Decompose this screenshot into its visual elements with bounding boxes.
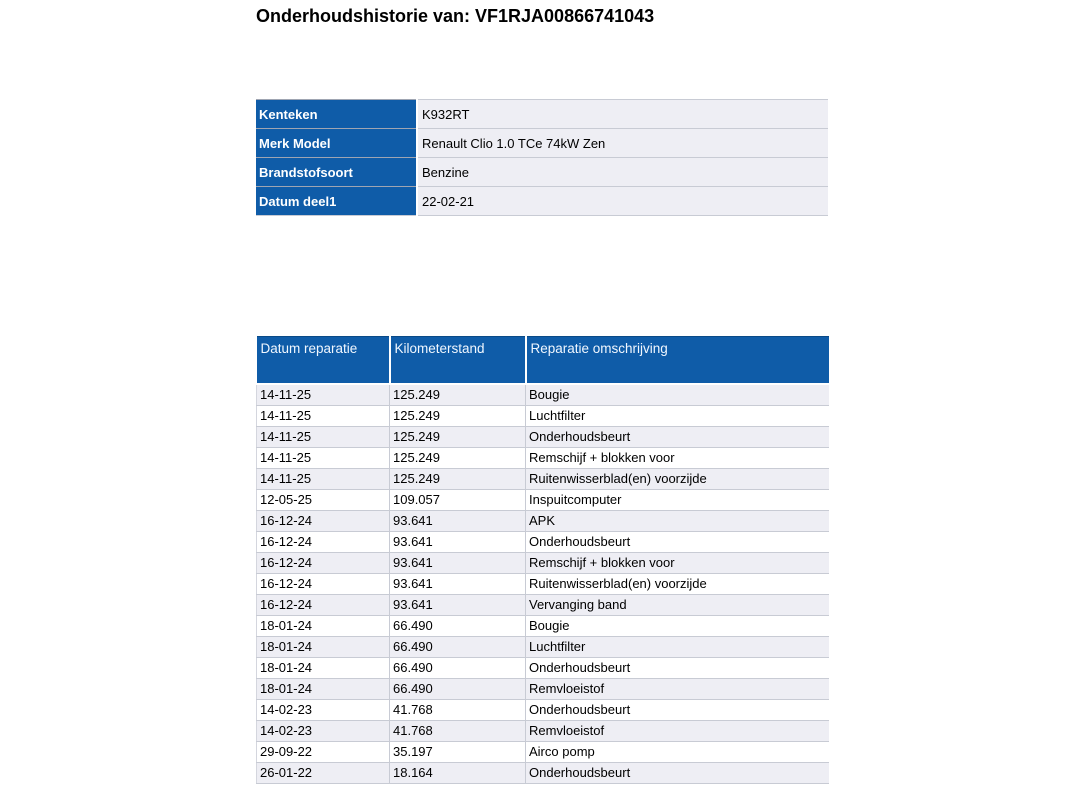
repair-date-cell: 14-11-25 (257, 384, 390, 406)
repair-date-cell: 18-01-24 (257, 636, 390, 657)
odometer-cell: 18.164 (390, 762, 526, 783)
repair-description-cell: Onderhoudsbeurt (526, 531, 829, 552)
odometer-cell: 125.249 (390, 405, 526, 426)
table-row (257, 594, 829, 615)
odometer-cell: 41.768 (390, 699, 526, 720)
vehicle-info-label: Brandstofsoort (256, 158, 417, 187)
table-row (257, 552, 829, 573)
repair-description-cell: Luchtfilter (526, 405, 829, 426)
repair-description-cell: Onderhoudsbeurt (526, 657, 829, 678)
repair-date-cell: 18-01-24 (257, 615, 390, 636)
maintenance-history-table (256, 336, 829, 784)
page-title: Onderhoudshistorie van: VF1RJA00866741043 (256, 6, 655, 26)
table-row (257, 468, 829, 489)
repair-date-cell: 12-05-25 (257, 489, 390, 510)
column-header-datum-reparatie: Datum reparatie (257, 337, 390, 384)
repair-description-cell: Onderhoudsbeurt (526, 699, 829, 720)
repair-description-cell: Luchtfilter (526, 636, 829, 657)
odometer-cell: 93.641 (390, 510, 526, 531)
vehicle-info-value: K932RT (417, 100, 828, 129)
repair-date-cell: 14-11-25 (257, 405, 390, 426)
repair-date-cell: 14-11-25 (257, 426, 390, 447)
table-row (257, 699, 829, 720)
vehicle-info-label: Datum deel1 (256, 187, 417, 216)
odometer-cell: 93.641 (390, 531, 526, 552)
vehicle-info-table (256, 99, 828, 216)
table-row (257, 741, 829, 762)
vehicle-info-row (256, 129, 828, 158)
table-row (257, 573, 829, 594)
table-row (257, 762, 829, 783)
repair-description-cell: Onderhoudsbeurt (526, 762, 829, 783)
repair-description-cell: Ruitenwisserblad(en) voorzijde (526, 573, 829, 594)
vehicle-info-value: Benzine (417, 158, 828, 187)
odometer-cell: 66.490 (390, 615, 526, 636)
vehicle-info-row (256, 100, 828, 129)
repair-date-cell: 18-01-24 (257, 678, 390, 699)
odometer-cell: 125.249 (390, 447, 526, 468)
column-header-reparatie-omschrijving: Reparatie omschrijving (526, 337, 829, 384)
repair-description-cell: Inspuitcomputer (526, 489, 829, 510)
table-row (257, 720, 829, 741)
repair-date-cell: 14-11-25 (257, 468, 390, 489)
odometer-cell: 93.641 (390, 552, 526, 573)
repair-description-cell: Vervanging band (526, 594, 829, 615)
odometer-cell: 125.249 (390, 384, 526, 406)
repair-description-cell: Bougie (526, 384, 829, 406)
repair-date-cell: 16-12-24 (257, 510, 390, 531)
repair-date-cell: 16-12-24 (257, 531, 390, 552)
repair-description-cell: Bougie (526, 615, 829, 636)
odometer-cell: 109.057 (390, 489, 526, 510)
table-row (257, 531, 829, 552)
odometer-cell: 66.490 (390, 657, 526, 678)
repair-date-cell: 16-12-24 (257, 573, 390, 594)
odometer-cell: 35.197 (390, 741, 526, 762)
odometer-cell: 125.249 (390, 426, 526, 447)
vehicle-info-value: Renault Clio 1.0 TCe 74kW Zen (417, 129, 828, 158)
repair-description-cell: Remschijf + blokken voor (526, 552, 829, 573)
table-row (257, 636, 829, 657)
table-row (257, 678, 829, 699)
repair-date-cell: 14-02-23 (257, 720, 390, 741)
table-row (257, 384, 829, 406)
repair-description-cell: APK (526, 510, 829, 531)
table-row (257, 447, 829, 468)
vehicle-info-row (256, 187, 828, 216)
repair-date-cell: 18-01-24 (257, 657, 390, 678)
odometer-cell: 66.490 (390, 678, 526, 699)
repair-description-cell: Remvloeistof (526, 720, 829, 741)
table-row (257, 615, 829, 636)
table-row (257, 405, 829, 426)
repair-description-cell: Remvloeistof (526, 678, 829, 699)
odometer-cell: 66.490 (390, 636, 526, 657)
odometer-cell: 93.641 (390, 594, 526, 615)
history-header-row (257, 337, 829, 384)
repair-date-cell: 14-02-23 (257, 699, 390, 720)
table-row (257, 426, 829, 447)
repair-description-cell: Ruitenwisserblad(en) voorzijde (526, 468, 829, 489)
repair-description-cell: Remschijf + blokken voor (526, 447, 829, 468)
odometer-cell: 93.641 (390, 573, 526, 594)
repair-date-cell: 14-11-25 (257, 447, 390, 468)
vehicle-info-label: Kenteken (256, 100, 417, 129)
vehicle-info-label: Merk Model (256, 129, 417, 158)
repair-date-cell: 26-01-22 (257, 762, 390, 783)
odometer-cell: 41.768 (390, 720, 526, 741)
vehicle-info-value: 22-02-21 (417, 187, 828, 216)
repair-date-cell: 16-12-24 (257, 552, 390, 573)
vehicle-info-row (256, 158, 828, 187)
column-header-kilometerstand: Kilometerstand (390, 337, 526, 384)
table-row (257, 510, 829, 531)
repair-date-cell: 29-09-22 (257, 741, 390, 762)
table-row (257, 657, 829, 678)
odometer-cell: 125.249 (390, 468, 526, 489)
repair-description-cell: Airco pomp (526, 741, 829, 762)
repair-description-cell: Onderhoudsbeurt (526, 426, 829, 447)
repair-date-cell: 16-12-24 (257, 594, 390, 615)
table-row (257, 489, 829, 510)
